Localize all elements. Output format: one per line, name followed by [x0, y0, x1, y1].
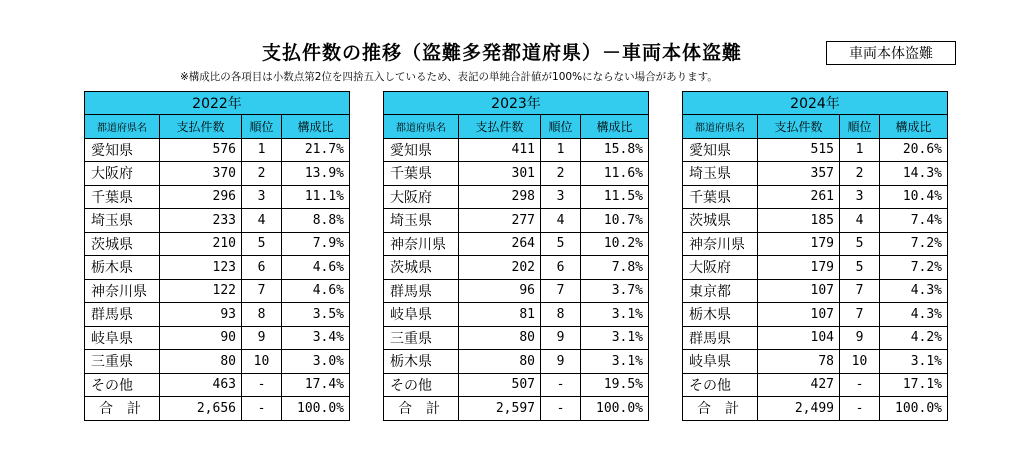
table-row: [85, 232, 350, 256]
count-cell: 2,499: [758, 397, 840, 421]
table-row: [384, 256, 649, 280]
count-cell: 179: [758, 232, 840, 256]
rank-cell: 1: [840, 138, 880, 162]
table-row: [683, 162, 948, 186]
count-cell: 210: [160, 232, 242, 256]
table-row: [384, 232, 649, 256]
rank-cell: 9: [541, 350, 581, 374]
pref-column-header: 都道府県名: [683, 115, 758, 139]
count-cell: 507: [459, 373, 541, 397]
share-cell: 4.3%: [880, 279, 948, 303]
rank-cell: 2: [541, 162, 581, 186]
prefecture-cell: 岐阜県: [384, 303, 459, 327]
count-cell: 463: [160, 373, 242, 397]
table-row: [683, 279, 948, 303]
rank-cell: 9: [541, 326, 581, 350]
rank-cell: -: [242, 373, 282, 397]
rank-cell: 9: [840, 326, 880, 350]
count-cell: 93: [160, 303, 242, 327]
share-column-header: 構成比: [880, 115, 948, 139]
count-column-header: 支払件数: [160, 115, 242, 139]
prefecture-cell: 大阪府: [85, 162, 160, 186]
rank-cell: 7: [242, 279, 282, 303]
rank-cell: 9: [242, 326, 282, 350]
rank-cell: 3: [242, 185, 282, 209]
rank-cell: 5: [242, 232, 282, 256]
share-cell: 100.0%: [880, 397, 948, 421]
share-cell: 11.5%: [581, 185, 649, 209]
rank-cell: 5: [840, 256, 880, 280]
share-cell: 100.0%: [282, 397, 350, 421]
prefecture-cell: その他: [384, 373, 459, 397]
rank-cell: 7: [840, 279, 880, 303]
table-row: [384, 209, 649, 233]
share-cell: 4.6%: [282, 279, 350, 303]
prefecture-cell: 愛知県: [384, 138, 459, 162]
table-row: [85, 185, 350, 209]
share-cell: 21.7%: [282, 138, 350, 162]
pref-column-header: 都道府県名: [85, 115, 160, 139]
count-cell: 233: [160, 209, 242, 233]
prefecture-cell: 茨城県: [683, 209, 758, 233]
share-cell: 4.2%: [880, 326, 948, 350]
rank-cell: -: [541, 373, 581, 397]
rank-cell: 6: [242, 256, 282, 280]
table-row: [384, 350, 649, 374]
table-row: [683, 185, 948, 209]
rank-cell: 1: [242, 138, 282, 162]
share-column-header: 構成比: [282, 115, 350, 139]
prefecture-cell: 合計: [683, 397, 758, 421]
prefecture-cell: 岐阜県: [85, 326, 160, 350]
count-cell: 179: [758, 256, 840, 280]
share-cell: 3.1%: [880, 350, 948, 374]
count-cell: 80: [459, 326, 541, 350]
prefecture-cell: 埼玉県: [85, 209, 160, 233]
share-cell: 11.1%: [282, 185, 350, 209]
rank-cell: -: [840, 397, 880, 421]
prefecture-cell: 茨城県: [85, 232, 160, 256]
share-cell: 3.7%: [581, 279, 649, 303]
rank-cell: -: [242, 397, 282, 421]
table-row: [384, 185, 649, 209]
count-cell: 96: [459, 279, 541, 303]
share-cell: 4.3%: [880, 303, 948, 327]
rank-cell: 5: [541, 232, 581, 256]
count-cell: 427: [758, 373, 840, 397]
rank-cell: 10: [242, 350, 282, 374]
prefecture-cell: その他: [85, 373, 160, 397]
table-row: [683, 350, 948, 374]
share-cell: 15.8%: [581, 138, 649, 162]
count-cell: 411: [459, 138, 541, 162]
table-row: [384, 303, 649, 327]
total-row: [384, 397, 649, 421]
share-cell: 10.2%: [581, 232, 649, 256]
table-row: [85, 162, 350, 186]
share-cell: 20.6%: [880, 138, 948, 162]
share-cell: 8.8%: [282, 209, 350, 233]
rank-cell: 8: [541, 303, 581, 327]
share-cell: 19.5%: [581, 373, 649, 397]
count-cell: 264: [459, 232, 541, 256]
table-row: [683, 209, 948, 233]
year-header: 2022年: [85, 92, 350, 115]
prefecture-cell: 三重県: [384, 326, 459, 350]
share-column-header: 構成比: [581, 115, 649, 139]
year-table: [84, 91, 350, 421]
share-cell: 10.4%: [880, 185, 948, 209]
count-cell: 2,656: [160, 397, 242, 421]
table-row: [384, 279, 649, 303]
share-cell: 3.0%: [282, 350, 350, 374]
table-row: [85, 373, 350, 397]
table-row: [683, 303, 948, 327]
category-badge: 車両本体盗難: [826, 41, 956, 65]
share-cell: 7.8%: [581, 256, 649, 280]
share-cell: 7.2%: [880, 232, 948, 256]
prefecture-cell: 千葉県: [384, 162, 459, 186]
rank-cell: 2: [242, 162, 282, 186]
count-cell: 576: [160, 138, 242, 162]
prefecture-cell: 栃木県: [85, 256, 160, 280]
prefecture-cell: 千葉県: [683, 185, 758, 209]
count-cell: 107: [758, 303, 840, 327]
count-cell: 277: [459, 209, 541, 233]
table-row: [85, 350, 350, 374]
prefecture-cell: 栃木県: [384, 350, 459, 374]
count-cell: 122: [160, 279, 242, 303]
share-cell: 14.3%: [880, 162, 948, 186]
page-title: 支払件数の推移（盗難多発都道府県）－車両本体盗難: [262, 42, 743, 64]
prefecture-cell: 愛知県: [85, 138, 160, 162]
prefecture-cell: 三重県: [85, 350, 160, 374]
rank-cell: 3: [840, 185, 880, 209]
table-row: [85, 209, 350, 233]
prefecture-cell: 群馬県: [85, 303, 160, 327]
share-cell: 100.0%: [581, 397, 649, 421]
prefecture-cell: 神奈川県: [384, 232, 459, 256]
rank-cell: 2: [840, 162, 880, 186]
rank-cell: 5: [840, 232, 880, 256]
rank-column-header: 順位: [840, 115, 880, 139]
rank-cell: -: [541, 397, 581, 421]
share-cell: 3.1%: [581, 350, 649, 374]
count-cell: 298: [459, 185, 541, 209]
count-cell: 80: [160, 350, 242, 374]
table-row: [384, 138, 649, 162]
table-row: [683, 256, 948, 280]
count-cell: 78: [758, 350, 840, 374]
share-cell: 7.9%: [282, 232, 350, 256]
table-row: [683, 232, 948, 256]
rank-cell: 3: [541, 185, 581, 209]
rank-cell: 6: [541, 256, 581, 280]
prefecture-cell: 神奈川県: [85, 279, 160, 303]
count-cell: 370: [160, 162, 242, 186]
year-table: [383, 91, 649, 421]
share-cell: 11.6%: [581, 162, 649, 186]
prefecture-cell: 群馬県: [384, 279, 459, 303]
table-row: [683, 138, 948, 162]
share-cell: 3.5%: [282, 303, 350, 327]
table-row: [85, 279, 350, 303]
prefecture-cell: 埼玉県: [384, 209, 459, 233]
count-cell: 515: [758, 138, 840, 162]
share-cell: 17.1%: [880, 373, 948, 397]
share-cell: 7.4%: [880, 209, 948, 233]
rank-cell: 7: [541, 279, 581, 303]
share-cell: 13.9%: [282, 162, 350, 186]
table-row: [384, 373, 649, 397]
prefecture-cell: 合計: [384, 397, 459, 421]
table-row: [683, 326, 948, 350]
table-row: [384, 162, 649, 186]
prefecture-cell: 千葉県: [85, 185, 160, 209]
prefecture-cell: 大阪府: [384, 185, 459, 209]
year-header: 2024年: [683, 92, 948, 115]
count-cell: 2,597: [459, 397, 541, 421]
prefecture-cell: 岐阜県: [683, 350, 758, 374]
count-cell: 80: [459, 350, 541, 374]
table-row: [683, 373, 948, 397]
rank-cell: 4: [242, 209, 282, 233]
table-row: [85, 256, 350, 280]
count-cell: 185: [758, 209, 840, 233]
pref-column-header: 都道府県名: [384, 115, 459, 139]
prefecture-cell: 神奈川県: [683, 232, 758, 256]
count-cell: 357: [758, 162, 840, 186]
count-cell: 296: [160, 185, 242, 209]
rank-cell: 1: [541, 138, 581, 162]
count-cell: 261: [758, 185, 840, 209]
count-column-header: 支払件数: [758, 115, 840, 139]
prefecture-cell: 群馬県: [683, 326, 758, 350]
prefecture-cell: 合計: [85, 397, 160, 421]
prefecture-cell: 東京都: [683, 279, 758, 303]
prefecture-cell: その他: [683, 373, 758, 397]
rank-cell: 4: [840, 209, 880, 233]
total-row: [683, 397, 948, 421]
table-row: [85, 138, 350, 162]
count-cell: 107: [758, 279, 840, 303]
year-header: 2023年: [384, 92, 649, 115]
share-cell: 17.4%: [282, 373, 350, 397]
rank-column-header: 順位: [242, 115, 282, 139]
count-cell: 81: [459, 303, 541, 327]
prefecture-cell: 栃木県: [683, 303, 758, 327]
count-cell: 104: [758, 326, 840, 350]
count-column-header: 支払件数: [459, 115, 541, 139]
share-cell: 3.4%: [282, 326, 350, 350]
share-cell: 7.2%: [880, 256, 948, 280]
rounding-note: ※構成比の各項目は小数点第2位を四捨五入しているため、表記の単純合計値が100%にならない場合があります。: [180, 71, 718, 83]
year-table: [682, 91, 948, 421]
share-cell: 3.1%: [581, 303, 649, 327]
total-row: [85, 397, 350, 421]
count-cell: 202: [459, 256, 541, 280]
prefecture-cell: 茨城県: [384, 256, 459, 280]
share-cell: 4.6%: [282, 256, 350, 280]
prefecture-cell: 埼玉県: [683, 162, 758, 186]
count-cell: 123: [160, 256, 242, 280]
rank-column-header: 順位: [541, 115, 581, 139]
rank-cell: 10: [840, 350, 880, 374]
count-cell: 90: [160, 326, 242, 350]
prefecture-cell: 愛知県: [683, 138, 758, 162]
share-cell: 10.7%: [581, 209, 649, 233]
rank-cell: 8: [242, 303, 282, 327]
rank-cell: 4: [541, 209, 581, 233]
prefecture-cell: 大阪府: [683, 256, 758, 280]
table-row: [85, 326, 350, 350]
table-row: [384, 326, 649, 350]
share-cell: 3.1%: [581, 326, 649, 350]
rank-cell: -: [840, 373, 880, 397]
count-cell: 301: [459, 162, 541, 186]
table-row: [85, 303, 350, 327]
rank-cell: 7: [840, 303, 880, 327]
